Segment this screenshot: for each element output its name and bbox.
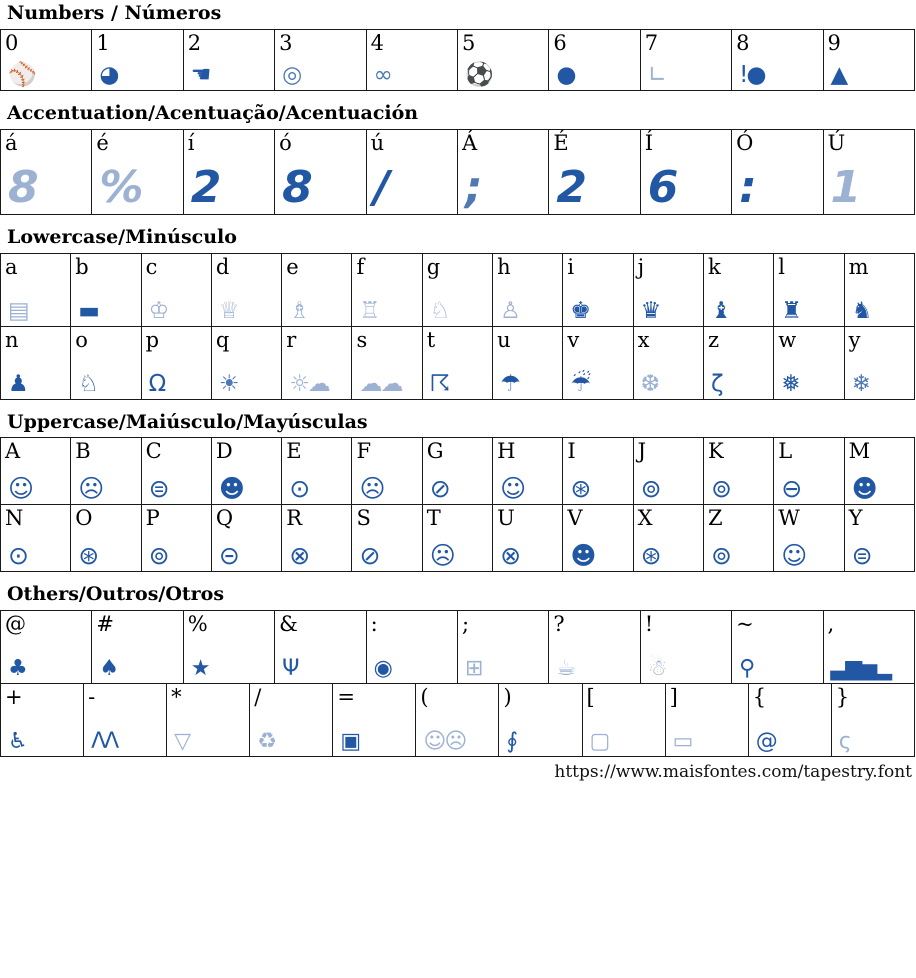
glyph-cell-others-5 <box>416 684 499 757</box>
smiley-x-eyes-icon: ⊘ <box>359 541 379 571</box>
glyph-cell-others-0 <box>1 684 84 757</box>
smiley-laughing-closed-eyes-icon: ☻ <box>851 474 876 504</box>
glyph-cell-lowercase-4 <box>282 326 352 399</box>
stylized-eight-outline-icon: 8 <box>8 161 37 213</box>
section-title-uppercase: Uppercase/Maiúsculo/Mayúsculas <box>7 410 368 433</box>
stylized-percent-outline-icon: % <box>99 161 142 213</box>
heavy-rain-cloud-icon: ☔ <box>570 370 589 397</box>
hurricane-swirl-icon: @ <box>755 729 776 755</box>
sun-icon: ☀ <box>218 370 238 397</box>
char-label: N <box>5 506 24 531</box>
glyph-cell-numbers-4 <box>366 29 457 90</box>
smiley-cheeky-tongue-icon: ⊛ <box>640 541 660 571</box>
glyph-cell-numbers-5 <box>457 29 548 90</box>
basketball-hoop-icon: ◎ <box>282 61 301 88</box>
stylized-one-outline-icon: 1 <box>830 161 860 213</box>
storm-cloud-lightning-icon: ☈ <box>429 370 449 397</box>
glyph-cell-others-9 <box>823 611 914 684</box>
char-label: Ó <box>736 130 754 155</box>
char-label: y <box>848 327 861 352</box>
char-label: g <box>426 254 441 279</box>
glyph-cell-lowercase-1 <box>71 253 141 326</box>
white-chess-pawn-icon: ♙ <box>500 297 519 324</box>
person-pictogram-icon: ⚲ <box>739 656 754 682</box>
menorah-icon: Ψ <box>282 656 298 682</box>
section-title-lowercase: Lowercase/Minúsculo <box>7 225 237 248</box>
char-label: Z <box>707 506 723 531</box>
glyph-cell-accentuation-6 <box>549 129 640 214</box>
smiley-angel-halo-icon: ☺ <box>781 541 806 571</box>
glyph-cell-accentuation-9 <box>823 129 914 214</box>
american-football-icon: ● <box>556 61 575 88</box>
smiley-tongue-out-icon: ⊚ <box>640 474 660 504</box>
glyph-cell-lowercase-0 <box>1 326 71 399</box>
glyph-cell-lowercase-2 <box>141 253 211 326</box>
char-label: x <box>637 327 650 352</box>
elephant-icon: Ω <box>148 370 165 397</box>
bowling-pin-and-ball-icon: !● <box>739 61 765 88</box>
city-bar-chart-icon: ▃▆▅▂ <box>830 656 891 682</box>
glyph-table-lowercase-row2 <box>0 326 915 400</box>
glyph-cell-lowercase-12 <box>844 253 914 326</box>
glyph-cell-accentuation-7 <box>640 129 731 214</box>
glyph-cell-lowercase-2 <box>141 326 211 399</box>
smiley-wink-icon: ⊙ <box>289 474 309 504</box>
teapot-icon: ☕ <box>556 656 575 682</box>
glyph-cell-others-7 <box>582 684 665 757</box>
glyph-cell-uppercase-1 <box>71 505 141 572</box>
glyph-cell-accentuation-2 <box>183 129 274 214</box>
glyph-cell-uppercase-2 <box>141 505 211 572</box>
glyph-cell-others-1 <box>92 611 183 684</box>
glyph-cell-lowercase-4 <box>282 253 352 326</box>
char-label: B <box>75 439 91 464</box>
glyph-cell-others-6 <box>499 684 582 757</box>
glyph-cell-uppercase-1 <box>71 438 141 505</box>
char-label: Í <box>644 130 654 155</box>
char-label: , <box>827 612 835 637</box>
glyph-cell-uppercase-2 <box>141 438 211 505</box>
smiley-shocked-icon: ⊛ <box>78 541 98 571</box>
shamrock-icon: ♣ <box>8 656 26 682</box>
glyph-cell-numbers-8 <box>732 29 823 90</box>
char-label: I <box>567 439 576 464</box>
black-chess-king-icon: ♚ <box>570 297 589 324</box>
char-label: ~ <box>736 612 754 637</box>
char-label: 1 <box>96 30 110 55</box>
sun-behind-cloud-icon: ☼☁ <box>289 370 329 397</box>
char-label: W <box>778 506 800 531</box>
glyph-cell-lowercase-10 <box>703 253 773 326</box>
char-label: S <box>356 506 371 531</box>
smiley-smile-icon: ☺ <box>8 474 33 504</box>
char-label: : <box>370 612 378 637</box>
char-label: V <box>567 506 583 531</box>
smiley-cry-icon: ☹ <box>359 474 384 504</box>
char-label: M <box>848 439 871 464</box>
black-chess-bishop-icon: ♝ <box>710 297 730 324</box>
char-label: # <box>96 612 114 637</box>
tornado-icon: ζ <box>710 370 722 397</box>
glyph-cell-uppercase-4 <box>282 438 352 505</box>
glyph-cell-lowercase-6 <box>422 253 492 326</box>
char-label: u <box>497 327 511 352</box>
char-label: ? <box>553 612 565 637</box>
bicycle-icon: ∞ <box>373 61 391 88</box>
glyph-cell-lowercase-9 <box>633 253 703 326</box>
glyph-cell-uppercase-6 <box>422 505 492 572</box>
smiley-sleepy-icon: ⊝ <box>218 541 238 571</box>
char-label: 8 <box>736 30 750 55</box>
smiley-dead-icon: ⊗ <box>500 541 520 571</box>
baseball-icon: ⚾ <box>8 61 35 88</box>
char-label: C <box>145 439 162 464</box>
char-label: 4 <box>370 30 384 55</box>
glyph-cell-accentuation-4 <box>366 129 457 214</box>
char-label: v <box>567 327 580 352</box>
ice-skate-icon: ∟ <box>647 61 666 88</box>
glyph-cell-uppercase-9 <box>633 505 703 572</box>
char-label: í <box>187 130 195 155</box>
glyph-cell-lowercase-10 <box>703 326 773 399</box>
glyph-cell-uppercase-11 <box>774 505 844 572</box>
glyph-table-others-row2 <box>0 683 915 757</box>
char-label: k <box>707 254 721 279</box>
char-label: r <box>286 327 297 352</box>
glyph-cell-uppercase-10 <box>703 505 773 572</box>
credit-card-outline-icon: ▤ <box>8 297 28 324</box>
char-label: J <box>637 439 647 464</box>
char-label: = <box>337 685 355 710</box>
smiley-licking-icon: ⊚ <box>710 474 730 504</box>
glyph-cell-lowercase-12 <box>844 326 914 399</box>
char-label: 9 <box>827 30 841 55</box>
white-chess-bishop-icon: ♗ <box>289 297 308 324</box>
glyph-cell-uppercase-6 <box>422 438 492 505</box>
char-label: @ <box>5 612 26 637</box>
black-chess-queen-icon: ♛ <box>640 297 660 324</box>
glyph-cell-accentuation-5 <box>457 129 548 214</box>
black-chess-pawn-icon: ♟ <box>8 370 27 397</box>
glyph-cell-numbers-2 <box>183 29 274 90</box>
char-label: 7 <box>644 30 659 55</box>
smiley-grin-icon: ☺ <box>500 474 525 504</box>
recycling-icon: ♻ <box>257 729 275 755</box>
char-label: X <box>637 506 653 531</box>
billiards-rack-icon: ▲ <box>830 61 847 88</box>
glyph-cell-accentuation-3 <box>275 129 366 214</box>
glyph-cell-uppercase-3 <box>211 438 281 505</box>
char-label: + <box>5 685 23 710</box>
char-label: é <box>96 130 109 155</box>
glyph-table-uppercase-row1 <box>0 437 915 505</box>
char-label: p <box>145 327 160 352</box>
two-hikers-icon: ΛΛ <box>91 729 118 755</box>
glyph-cell-numbers-9 <box>823 29 914 90</box>
char-label: n <box>5 327 19 352</box>
christmas-tree-icon: ♠ <box>99 656 118 682</box>
char-label: 2 <box>187 30 202 55</box>
glyph-cell-numbers-1 <box>92 29 183 90</box>
glyph-cell-lowercase-8 <box>563 326 633 399</box>
char-label: * <box>171 685 182 710</box>
snow-cloud-icon: ❆ <box>640 370 658 397</box>
char-label: m <box>848 254 869 279</box>
glyph-cell-others-9 <box>748 684 831 757</box>
dart-on-target-icon: ◉ <box>373 656 391 682</box>
baseball-glove-icon: ☚ <box>190 61 210 88</box>
clouds-icon: ☁☁ <box>359 370 402 397</box>
stylized-six-icon: 6 <box>647 161 677 213</box>
char-label: F <box>356 439 372 464</box>
char-label: ; <box>461 612 470 637</box>
glyph-cell-lowercase-5 <box>352 326 422 399</box>
computer-monitor-icon: ▣ <box>340 729 360 755</box>
char-label: { <box>752 685 767 710</box>
char-label: & <box>279 612 298 637</box>
char-label: a <box>5 254 18 279</box>
char-label: d <box>215 254 230 279</box>
char-label: A <box>5 439 21 464</box>
glyph-cell-lowercase-1 <box>71 326 141 399</box>
char-label: / <box>254 685 262 710</box>
char-label: l <box>778 254 785 279</box>
santa-claus-icon: ☃ <box>647 656 666 682</box>
glyph-cell-others-2 <box>167 684 250 757</box>
char-label: á <box>5 130 18 155</box>
smiley-laugh-icon: ☻ <box>218 474 243 504</box>
stylized-double-mark-icon: ; <box>464 161 481 213</box>
donkey-icon: ♘ <box>78 370 97 397</box>
glyph-cell-uppercase-4 <box>282 505 352 572</box>
char-label: R <box>286 506 302 531</box>
road-shield-icon: ▽ <box>174 729 190 755</box>
white-chess-knight-icon: ♘ <box>429 297 449 324</box>
section-title-accentuation: Accentuation/Acentuação/Acentuación <box>7 101 419 124</box>
char-label: q <box>215 327 230 352</box>
glyph-cell-uppercase-12 <box>844 438 914 505</box>
glyph-table-others-row1 <box>0 610 915 684</box>
char-label: - <box>88 685 96 710</box>
char-label: ú <box>370 130 385 155</box>
glyph-cell-lowercase-7 <box>493 253 563 326</box>
smiley-devil-icon: ☻ <box>570 541 595 571</box>
char-label: H <box>497 439 516 464</box>
char-label: O <box>75 506 93 531</box>
glyph-cell-others-3 <box>250 684 333 757</box>
char-label: U <box>497 506 515 531</box>
smiley-glasses-icon: ⊜ <box>851 541 871 571</box>
smiley-frown-icon: ☹ <box>78 474 103 504</box>
glyph-cell-accentuation-0 <box>1 129 92 214</box>
char-label: Á <box>461 130 478 155</box>
glyph-cell-uppercase-0 <box>1 438 71 505</box>
glyph-cell-lowercase-0 <box>1 253 71 326</box>
glyph-cell-lowercase-9 <box>633 326 703 399</box>
char-label: ] <box>669 685 678 710</box>
glyph-cell-lowercase-5 <box>352 253 422 326</box>
char-label: ( <box>420 685 429 710</box>
glyph-cell-uppercase-5 <box>352 505 422 572</box>
soccer-ball-icon: ⚽ <box>464 61 492 88</box>
glyph-cell-uppercase-11 <box>774 438 844 505</box>
glyph-cell-others-3 <box>275 611 366 684</box>
glyph-cell-uppercase-12 <box>844 505 914 572</box>
glyph-cell-others-1 <box>84 684 167 757</box>
char-label: É <box>553 130 569 155</box>
glyph-cell-numbers-6 <box>549 29 640 90</box>
glyph-cell-lowercase-6 <box>422 326 492 399</box>
char-label: ) <box>503 685 512 710</box>
char-label: T <box>426 506 441 531</box>
rounded-square-frame-icon: ▢ <box>589 729 609 755</box>
char-label: P <box>145 506 160 531</box>
char-label: s <box>356 327 368 352</box>
char-label: ó <box>279 130 292 155</box>
rectangle-frame-icon: ▭ <box>672 729 692 755</box>
glyph-cell-uppercase-3 <box>211 505 281 572</box>
stylized-slash-icon: / <box>373 161 388 213</box>
black-chess-rook-icon: ♜ <box>781 297 800 324</box>
stylized-eight-icon: 8 <box>282 161 311 213</box>
glyph-cell-accentuation-1 <box>92 129 183 214</box>
char-label: h <box>497 254 511 279</box>
footer <box>0 762 912 782</box>
char-label: Ú <box>827 130 846 155</box>
stylized-colon-icon: : <box>739 161 755 213</box>
char-label: f <box>356 254 365 279</box>
glyph-cell-accentuation-8 <box>732 129 823 214</box>
glyph-cell-uppercase-0 <box>1 505 71 572</box>
snowflake-icon: ❄ <box>851 370 869 397</box>
glyph-cell-uppercase-9 <box>633 438 703 505</box>
char-label: b <box>75 254 89 279</box>
picture-frame-gear-icon: ⊞ <box>464 656 482 682</box>
char-label: i <box>567 254 575 279</box>
s-hook-icon: ς <box>838 729 850 755</box>
glyph-cell-others-5 <box>457 611 548 684</box>
char-label: ! <box>644 612 654 637</box>
char-label: 3 <box>279 30 293 55</box>
football-helmet-icon: ◕ <box>99 61 118 88</box>
smiley-yawning-icon: ⊚ <box>148 541 168 571</box>
paperclip-icon: ∮ <box>506 729 516 755</box>
char-label: % <box>187 612 208 637</box>
source-url-link[interactable]: https://www.maisfontes.com/tapestry.font <box>554 762 912 783</box>
theater-masks-icon: ☺☹ <box>423 729 466 755</box>
smiley-surprised-icon: ⊙ <box>8 541 27 571</box>
glyph-cell-others-4 <box>333 684 416 757</box>
glyph-cell-lowercase-11 <box>774 253 844 326</box>
smiley-neutral-icon: ⊜ <box>148 474 168 504</box>
glyph-cell-numbers-3 <box>275 29 366 90</box>
stylized-two-serif-icon: 2 <box>556 161 585 213</box>
smiley-glasses-sad-icon: ⊚ <box>710 541 730 571</box>
char-label: o <box>75 327 88 352</box>
font-specimen-sheet <box>0 3 916 757</box>
char-label: e <box>286 254 299 279</box>
char-label: c <box>145 254 158 279</box>
char-label: D <box>215 439 233 464</box>
glyph-cell-uppercase-7 <box>493 505 563 572</box>
char-label: 6 <box>553 30 567 55</box>
glyph-cell-uppercase-8 <box>563 438 633 505</box>
smiley-smirk-icon: ⊘ <box>429 474 449 504</box>
rain-cloud-icon: ☂ <box>500 370 519 397</box>
char-label: t <box>426 327 436 352</box>
glyph-cell-lowercase-3 <box>211 326 281 399</box>
glyph-cell-others-4 <box>366 611 457 684</box>
glyph-cell-lowercase-8 <box>563 253 633 326</box>
glyph-cell-others-6 <box>549 611 640 684</box>
char-label: Q <box>215 506 234 531</box>
glyph-cell-others-0 <box>1 611 92 684</box>
glyph-cell-uppercase-5 <box>352 438 422 505</box>
snow-flurry-cloud-icon: ❅ <box>781 370 799 397</box>
smiley-tongue-icon: ⊛ <box>570 474 590 504</box>
char-label: j <box>637 254 645 279</box>
smiley-content-icon: ⊖ <box>781 474 801 504</box>
glyph-cell-uppercase-10 <box>703 438 773 505</box>
smiley-x-mouth-icon: ⊗ <box>289 541 309 571</box>
char-label: Y <box>848 506 863 531</box>
section-title-numbers: Numbers / Números <box>7 2 222 24</box>
char-label: L <box>778 439 793 464</box>
char-label: G <box>426 439 444 464</box>
char-label: K <box>707 439 724 464</box>
white-chess-king-icon: ♔ <box>148 297 168 324</box>
char-label: z <box>707 327 720 352</box>
section-title-others: Others/Outros/Otros <box>7 583 225 606</box>
char-label: [ <box>586 685 595 710</box>
white-chess-rook-icon: ♖ <box>359 297 379 324</box>
glyph-table-lowercase-row1 <box>0 253 915 327</box>
glyph-table-uppercase-row2 <box>0 504 915 572</box>
glyph-cell-lowercase-11 <box>774 326 844 399</box>
glyph-table-numbers-row1 <box>0 29 915 91</box>
char-label: E <box>286 439 302 464</box>
char-label: } <box>835 685 850 710</box>
black-chess-knight-icon: ♞ <box>851 297 871 324</box>
char-label: 0 <box>5 30 19 55</box>
stylized-two-icon: 2 <box>190 161 220 213</box>
glyph-cell-others-2 <box>183 611 274 684</box>
witch-on-broom-icon: ★ <box>190 656 209 682</box>
glyph-cell-others-7 <box>640 611 731 684</box>
glyph-cell-others-8 <box>732 611 823 684</box>
glyph-cell-lowercase-3 <box>211 253 281 326</box>
glyph-cell-numbers-0 <box>1 29 92 90</box>
char-label: 5 <box>461 30 476 55</box>
glyph-cell-numbers-7 <box>640 29 731 90</box>
glyph-cell-uppercase-8 <box>563 505 633 572</box>
credit-card-icon: ▬ <box>78 297 99 324</box>
glyph-cell-others-8 <box>665 684 748 757</box>
wheelchair-accessibility-icon: ♿ <box>8 729 26 755</box>
white-chess-queen-icon: ♕ <box>218 297 238 324</box>
glyph-cell-others-10 <box>831 684 914 757</box>
glyph-cell-lowercase-7 <box>493 326 563 399</box>
glyph-cell-uppercase-7 <box>493 438 563 505</box>
smiley-sad-icon: ☹ <box>429 541 454 571</box>
glyph-table-accentuation-row1 <box>0 129 915 215</box>
char-label: w <box>778 327 797 352</box>
